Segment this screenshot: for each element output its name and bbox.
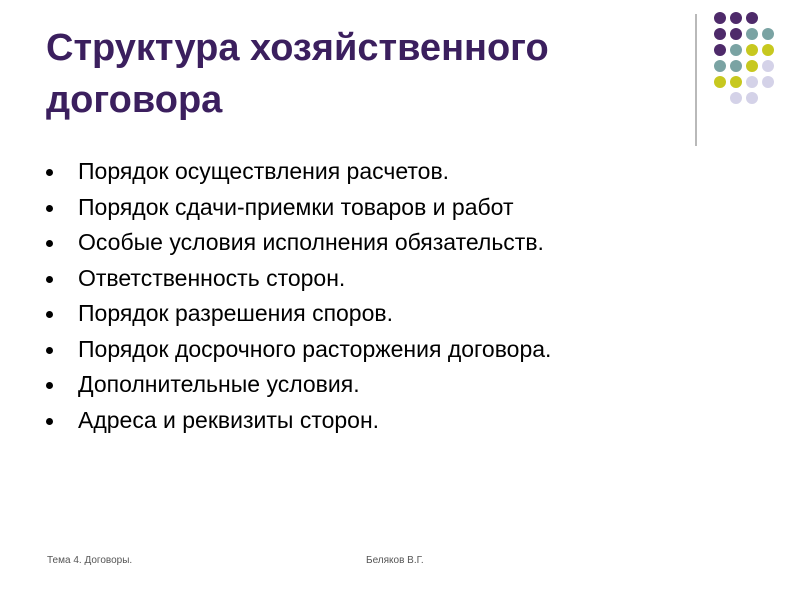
decorative-dot bbox=[746, 76, 758, 88]
decorative-dot bbox=[762, 44, 774, 56]
bullet-icon bbox=[46, 205, 53, 212]
bullet-item: Ответственность сторон. bbox=[46, 261, 551, 297]
decorative-divider bbox=[695, 14, 697, 146]
decorative-dot bbox=[730, 76, 742, 88]
bullet-icon bbox=[46, 311, 53, 318]
bullet-item: Порядок сдачи-приемки товаров и работ bbox=[46, 190, 551, 226]
decorative-dot bbox=[714, 76, 726, 88]
decorative-dot bbox=[746, 60, 758, 72]
slide-title bbox=[46, 22, 666, 126]
bullet-icon bbox=[46, 418, 53, 425]
decorative-dot-grid bbox=[700, 8, 780, 132]
decorative-dot bbox=[746, 28, 758, 40]
slide-title-line-2: договора bbox=[46, 79, 223, 121]
decorative-dot bbox=[746, 92, 758, 104]
decorative-dot bbox=[714, 60, 726, 72]
decorative-dot bbox=[746, 12, 758, 24]
decorative-dot bbox=[730, 44, 742, 56]
decorative-dot bbox=[714, 44, 726, 56]
decorative-dot bbox=[730, 28, 742, 40]
bullet-item: Дополнительные условия. bbox=[46, 367, 551, 403]
decorative-dot bbox=[730, 92, 742, 104]
decorative-dot bbox=[746, 44, 758, 56]
decorative-dot bbox=[714, 12, 726, 24]
bullet-item: Порядок разрешения споров. bbox=[46, 296, 551, 332]
bullet-icon bbox=[46, 276, 53, 283]
bullet-icon bbox=[46, 382, 53, 389]
bullet-icon bbox=[46, 169, 53, 176]
decorative-dot bbox=[730, 12, 742, 24]
footer-topic: Тема 4. Договоры. bbox=[47, 555, 133, 566]
decorative-dot bbox=[762, 60, 774, 72]
bullet-item: Порядок осуществления расчетов. bbox=[46, 154, 551, 190]
bullet-icon bbox=[46, 240, 53, 247]
decorative-dot bbox=[762, 28, 774, 40]
decorative-dot bbox=[730, 60, 742, 72]
footer-author: Беляков В.Г. bbox=[366, 555, 424, 566]
bullet-list bbox=[46, 154, 551, 438]
slide-title-line-1: Структура хозяйственного bbox=[46, 27, 549, 69]
bullet-item: Адреса и реквизиты сторон. bbox=[46, 403, 551, 439]
bullet-item: Особые условия исполнения обязательств. bbox=[46, 225, 551, 261]
decorative-dot bbox=[714, 28, 726, 40]
decorative-dot bbox=[762, 76, 774, 88]
bullet-icon bbox=[46, 347, 53, 354]
bullet-item: Порядок досрочного расторжения договора. bbox=[46, 332, 551, 368]
